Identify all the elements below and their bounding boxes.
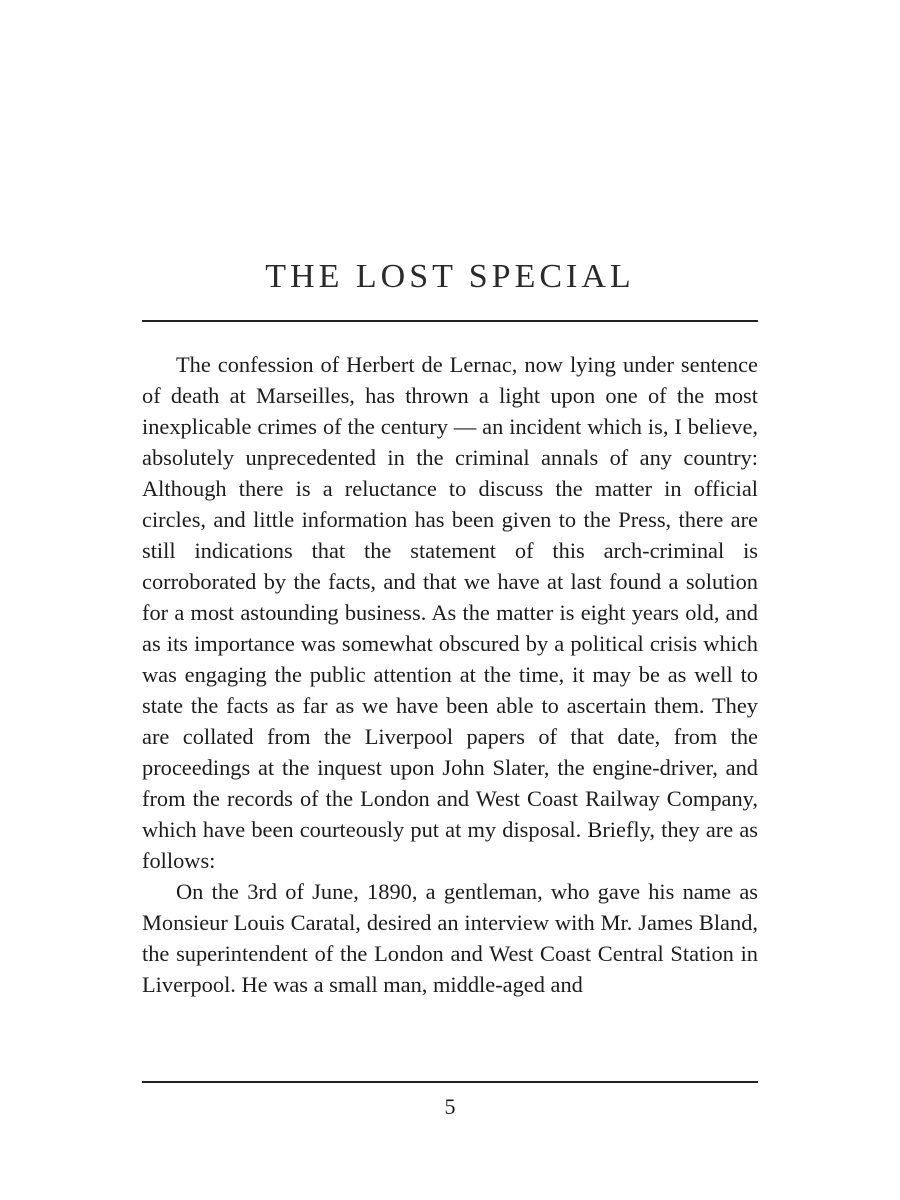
title-rule — [142, 320, 758, 322]
page-number: 5 — [444, 1094, 456, 1119]
body-text — [142, 349, 758, 1000]
footer-rule — [142, 1081, 758, 1083]
paragraph: On the 3rd of June, 1890, a gentleman, who gave his name as Monsieur Louis Caratal, desired an interview with Mr. James Bland, the superintendent of the London and West Coast Central Station in Liverpool. He was a small man, middle-aged and — [142, 879, 758, 997]
chapter-title: THE LOST SPECIAL — [265, 258, 635, 295]
paragraph: The confession of Herbert de Lernac, now lying under sentence of death at Marseilles, has thrown a light upon one of the most inexplicable crimes of the century — an incident which is, I believe, absolutely unprecedented in the criminal annals of any country: Although there is a reluctance to discuss the matter in official circles, and little information has been given to the Press, there are still indications that the statement of this arch-criminal is corroborated by the facts, and that we have at last found a solution for a most astounding business. As the matter is eight years old, and as its importance was somewhat obscured by a political crisis which was engaging the public attention at the time, it may be as well to state the facts as far as we have been able to ascertain them. They are collated from the Liverpool papers of that date, from the proceedings at the inquest upon John Slater, the engine-driver, and from the records of the London and West Coast Railway Company, which have been courteously put at my disposal. Briefly, they are as follows: — [142, 352, 758, 873]
